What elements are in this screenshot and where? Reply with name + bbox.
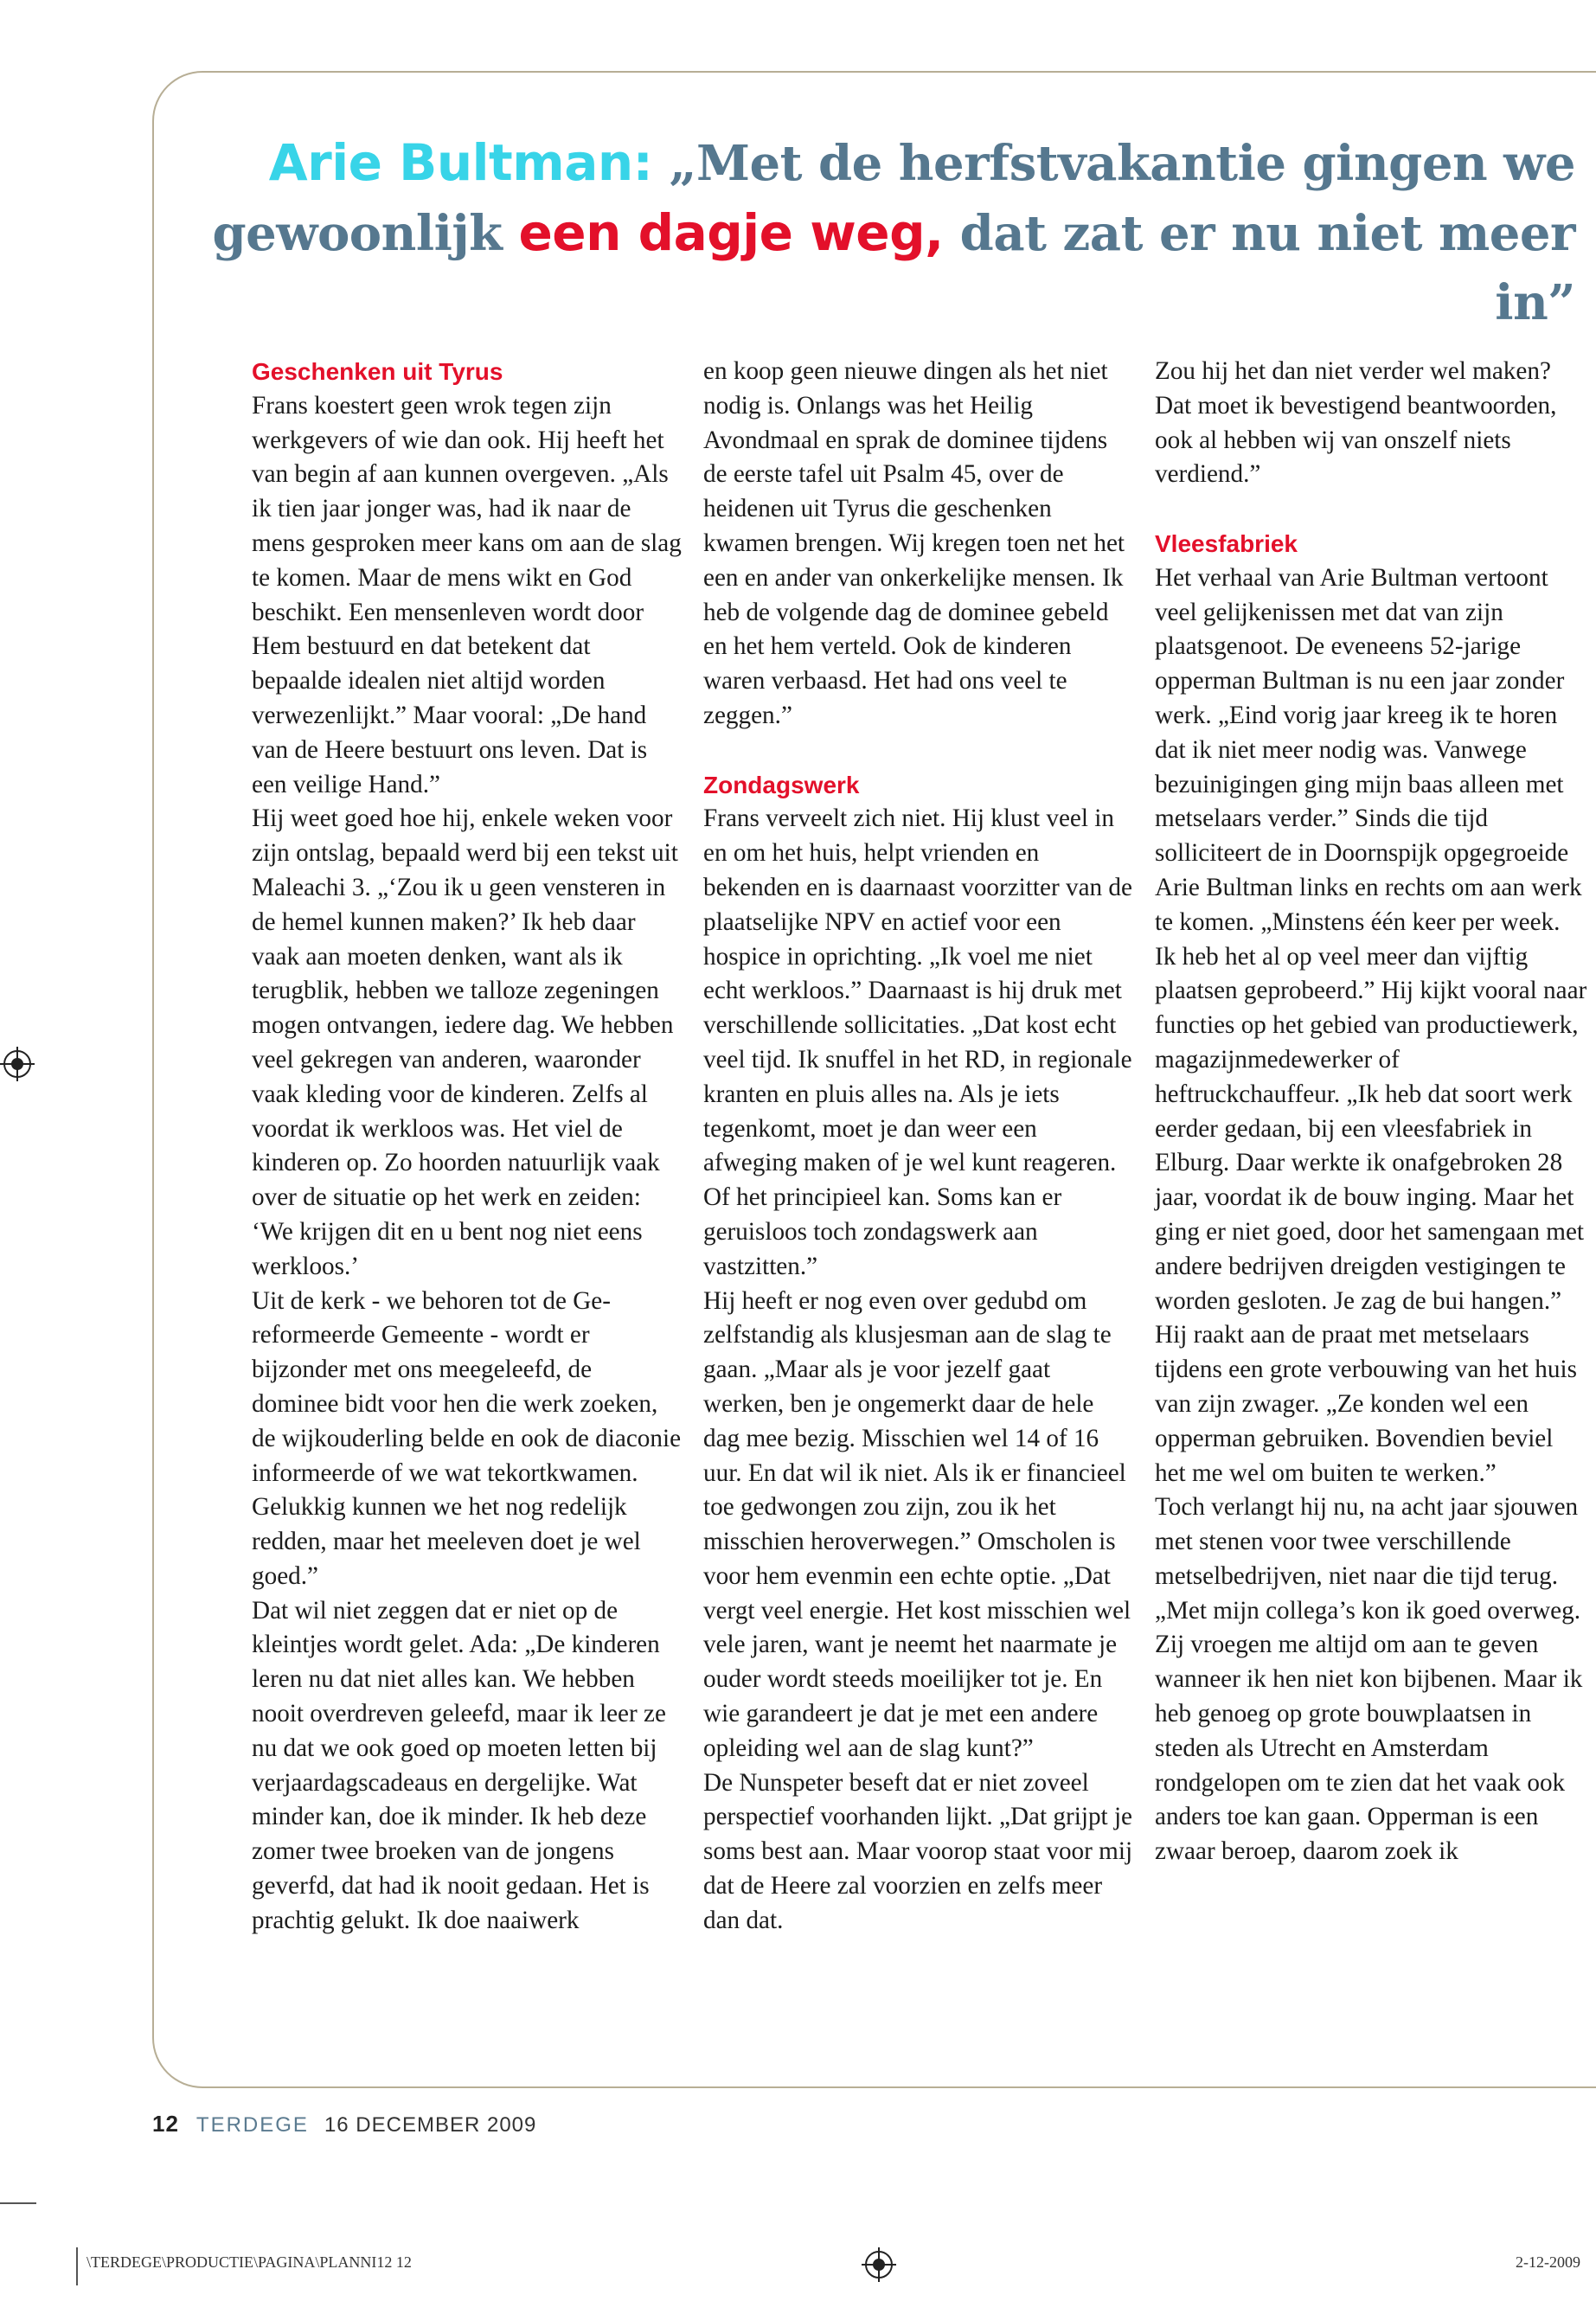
section-heading: Geschenken uit Tyrus <box>252 358 503 385</box>
crop-mark-left <box>0 2202 36 2204</box>
section-heading: Zondagswerk <box>703 771 860 798</box>
crop-mark-bottom <box>76 2247 78 2285</box>
body-paragraph: Toch verlangt hij nu, na acht jaar sjouwen met stenen voor twee verschillende metselbedrijven, niet naar die tijd terug. „Met mijn collega’s kon ik goed overweg. Zij vroegen me altijd om aan te geven wanneer ik hen niet kon bijbenen. Maar ik heb genoeg op grote bouwplaatsen in steden als Utrecht en Amsterdam rondgelopen om te zien dat het vaak ook anders toe kan gaan. Opperman is een zwaar beroep, daarom zoek ik <box>1155 1493 1583 1866</box>
slug-path: \TERDEGE\PRODUCTIE\PAGINA\PLANNI12 12 <box>87 2253 412 2271</box>
headline-name: Arie Bultman: <box>268 133 653 192</box>
paragraph-gap <box>703 734 1136 768</box>
body-paragraph: Zou hij het dan niet verder wel maken? Dat moet ik bevestigend beantwoorden, ook al hebben wij van onszelf niets verdiend.” <box>1155 357 1557 489</box>
paragraph-gap <box>1155 492 1587 527</box>
headline-quote-part2: dat zat er nu niet meer in” <box>943 205 1575 331</box>
body-paragraph: Het verhaal van Arie Bultman vertoont veel gelijkenissen met dat van zijn plaatsgenoot. De eveneens 52-jarige opperman Bultman is nu een jaar zonder werk. „Eind vorig jaar kreeg ik te horen dat ik niet meer nodig was. Vanwege bezuinigingen ging mijn baas alleen met metselaars verder.” Sinds die tijd solliciteert de in Doornspijk opgegroeide Arie Bultman links en rechts om aan werk te komen. „Minstens één keer per week. Ik heb het al op veel meer dan vijftig plaatsen geprobeerd.” Hij kijkt vooral naar functies op het gebied van productiewerk, magazijnmedewerker of heftruckchauffeur. „Ik heb dat soort werk eerder gedaan, bij een vleesfabriek in Elburg. Daar werkte ik onafgebroken 28 jaar, voordat ik de bouw inging. Maar het ging er niet goed, door het samengaan met andere bedrijven dreigden vestigingen te worden gesloten. Je zag de bui hangen.” <box>1155 563 1587 1315</box>
registration-mark-left <box>3 1050 31 1078</box>
section-heading: Vleesfabriek <box>1155 529 1298 557</box>
article-column-2 <box>703 355 1136 1939</box>
issue-date: 16 DECEMBER 2009 <box>324 2113 537 2137</box>
headline <box>174 128 1575 337</box>
headline-quote-part1: „Met de herfstvakantie gingen we gewoonlijk <box>212 135 1575 262</box>
magazine-name: TERDEGE <box>195 2113 309 2137</box>
body-paragraph: Frans verveelt zich niet. Hij klust veel in en om het huis, helpt vrienden en bekenden en is daarnaast voorzitter van de plaatselijke NPV en actief voor een hospice in oprichting. „Ik voel me niet echt werkloos.” Daarnaast is hij druk met verschillende sollicitaties. „Dat kost echt veel tijd. Ik snuffel in het RD, in regionale kranten en pluis alles na. Als je iets tegenkomt, moet je dan weer een afweging maken of je wel kunt reageren. Of het principieel kan. Soms kan er geruisloos toch zondagswerk aan vastzitten.” <box>703 804 1132 1280</box>
body-paragraph: Uit de kerk - we behoren tot de Gereformeerde Gemeente - wordt er bijzonder met ons meegeleefd, de dominee bidt voor hen die werk zoeken, de wijkouderling belde en ook de diaconie informeerde of we wat tekortkwamen. Gelukkig kunnen we het nog redelijk redden, maar het meeleven doet je wel goed.” <box>252 1286 682 1590</box>
body-paragraph: Hij raakt aan de praat met metselaars tijdens een grote verbouwing van het huis van zijn zwager. „Ze konden wel een opperman gebruiken. Bovendien beviel het me wel om buiten te werken.” <box>1155 1321 1577 1487</box>
page-number: 12 <box>152 2111 179 2137</box>
body-paragraph: Hij heeft er nog even over gedubd om zelfstandig als klusjesman aan de slag te gaan. „Maar als je voor jezelf gaat werken, ben je ongemerkt daar de hele dag mee bezig. Misschien wel 14 of 16 uur. En dat wil ik niet. Als ik er financieel toe gedwongen zou zijn, zou ik het misschien heroverwegen.” Omscholen is voor hem evenmin een echte optie. „Dat vergt veel energie. Het kost misschien wel vele jaren, want je neemt het naarmate je ouder wordt steeds moeilijker tot je. En wie garandeert je dat je met een andere opleiding wel aan de slag kunt?” <box>703 1286 1131 1762</box>
body-paragraph: De Nunspeter beseft dat er niet zoveel perspectief voorhanden lijkt. „Dat grijpt je soms best aan. Maar voorop staat voor mij dat de Heere zal voorzien en zelfs meer dan dat. <box>703 1768 1133 1934</box>
registration-mark-bottom <box>865 2251 893 2279</box>
headline-highlight: een dagje weg, <box>518 203 944 262</box>
body-paragraph: Dat wil niet zeggen dat er niet op de kleintjes wordt gelet. Ada: „De kinderen leren nu dat niet alles kan. We hebben nooit overdreven geleefd, maar ik leer ze nu dat we ook goed op moeten letten bij verjaardagscadeaus en dergelijke. Wat minder kan, doe ik minder. Ik heb deze zomer twee broeken van de jongens geverfd, dat had ik nooit gedaan. Het is prachtig gelukt. Ik doe naaiwerk <box>252 1596 666 1934</box>
article-column-3 <box>1155 355 1587 1869</box>
page-footer <box>152 2111 536 2138</box>
article-column-1 <box>252 355 684 1939</box>
body-paragraph: Hij weet goed hoe hij, enkele weken voor zijn ontslag, bepaald werd bij een tekst uit Maleachi 3. „‘Zou ik u geen vensteren in de hemel kunnen maken?’ Ik heb daar vaak aan moeten denken, want als ik terugblik, hebben we talloze zegeningen mogen ontvangen, iedere dag. We hebben veel gekregen van anderen, waaronder vaak kleding voor de kinderen. Zelfs al voordat ik werkloos was. Het viel de kinderen op. Zo hoorden natuurlijk vaak over de situatie op het werk en zeiden: ‘We krijgen dit en u bent nog niet eens werkloos.’ <box>252 804 678 1280</box>
slug-date: 2-12-2009 <box>1516 2253 1580 2271</box>
body-paragraph: en koop geen nieuwe dingen als het niet nodig is. Onlangs was het Heilig Avondmaal en sprak de dominee tijdens de eerste tafel uit Psalm 45, over de heidenen uit Tyrus die geschenken kwamen brengen. Wij kregen toen net het een en ander van onkerkelijke mensen. Ik heb de volgende dag de dominee gebeld en het hem verteld. Ook de kinderen waren verbaasd. Het had ons veel te zeggen.” <box>703 357 1125 729</box>
body-paragraph: Frans koestert geen wrok tegen zijn werkgevers of wie dan ook. Hij heeft het van begin af aan kunnen overgeven. „Als ik tien jaar jonger was, had ik naar de mens gesproken meer kans om aan de slag te komen. Maar de mens wikt en God beschikt. Een mensenleven wordt door Hem bestuurd en dat betekent dat bepaalde idealen niet altijd worden verwezenlijkt.” Maar vooral: „De hand van de Heere bestuurt ons leven. Dat is een veilige Hand.” <box>252 391 682 798</box>
